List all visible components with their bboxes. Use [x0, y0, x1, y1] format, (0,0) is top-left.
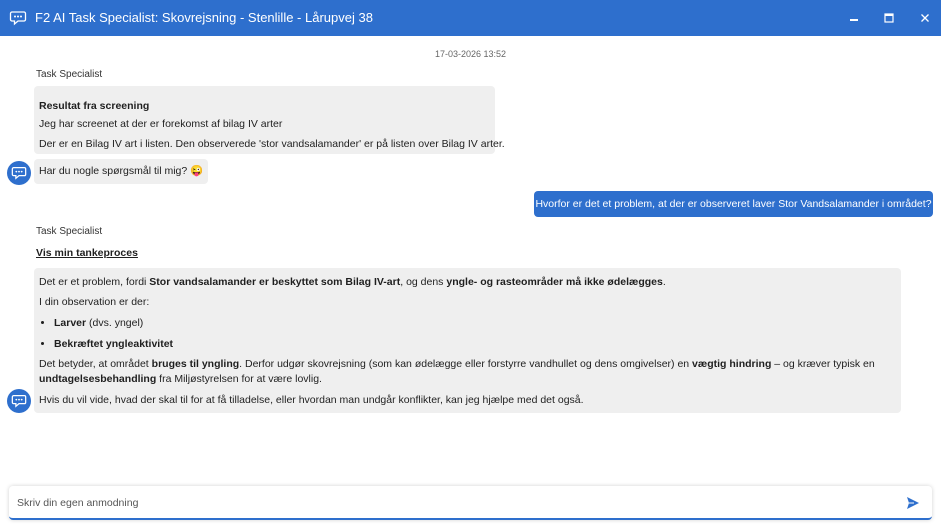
list-item: • Larver (dvs. yngel) — [54, 316, 354, 331]
send-button[interactable] — [905, 495, 921, 511]
question-text: Har du nogle spørgsmål til mig? 😜 — [39, 165, 204, 177]
answer-paragraph-1: Det er et problem, fordi Stor vandsalamander er beskyttet som Bilag IV-art, og dens yngle- og rasteområder må ikke ødelægges. — [39, 276, 666, 288]
screening-line: Jeg har screenet at der er forekomst af bilag IV arter — [39, 118, 283, 130]
assistant-message-bubble — [34, 268, 901, 413]
answer-paragraph-4: Hvis du vil vide, hvad der skal til for at få tilladelse, eller hvordan man undgår konflikter, kan jeg hjælpe med det også. — [39, 394, 584, 406]
assistant-avatar — [7, 389, 31, 413]
message-input[interactable] — [15, 492, 879, 514]
assistant-avatar — [7, 161, 31, 185]
maximize-icon — [884, 13, 894, 23]
screening-result: Der er en Bilag IV art i listen. Den observerede 'stor vandsalamander' er på listen over Bilag IV arter. — [39, 138, 505, 150]
send-icon — [905, 495, 921, 511]
assistant-message-bubble — [34, 159, 208, 184]
close-icon — [920, 13, 930, 23]
user-message-bubble: Hvorfor er det et problem, at der er observeret laver Stor Vandsalamander i området? — [534, 191, 933, 217]
message-timestamp: 17-03-2026 13:52 — [434, 49, 507, 59]
title-bar — [0, 0, 941, 36]
chat-bubble-icon — [9, 9, 27, 27]
minimize-button[interactable] — [842, 6, 866, 30]
assistant-message-bubble — [34, 86, 505, 154]
answer-paragraph-3: Det betyder, at området bruges til yngling. Derfor udgør skovrejsning (som kan ødelægge eller forstyrre vandhullet og dens omgivelser) en vægtig hindring – og kræver typisk en undtagelsesbehandling fra Miljøstyrelsen for at være lovlig. — [39, 358, 875, 385]
minimize-icon — [849, 13, 859, 23]
list-item: • Bekræftet yngleaktivitet — [54, 337, 354, 352]
sender-label: Task Specialist — [36, 226, 103, 237]
maximize-button[interactable] — [877, 6, 901, 30]
answer-paragraph-2: I din observation er der: — [39, 296, 150, 308]
observation-list — [34, 316, 354, 352]
message-input-bar — [9, 486, 932, 520]
chat-bubble-icon — [11, 393, 27, 409]
window-title: F2 AI Task Specialist: Skovrejsning - Stenlille - Lårupvej 38 — [35, 10, 373, 25]
sender-label: Task Specialist — [36, 69, 103, 80]
chat-bubble-icon — [11, 165, 27, 181]
close-button[interactable] — [913, 6, 937, 30]
show-thought-process-link[interactable]: Vis min tankeproces — [36, 247, 138, 259]
screening-heading: Resultat fra screening — [39, 100, 150, 112]
